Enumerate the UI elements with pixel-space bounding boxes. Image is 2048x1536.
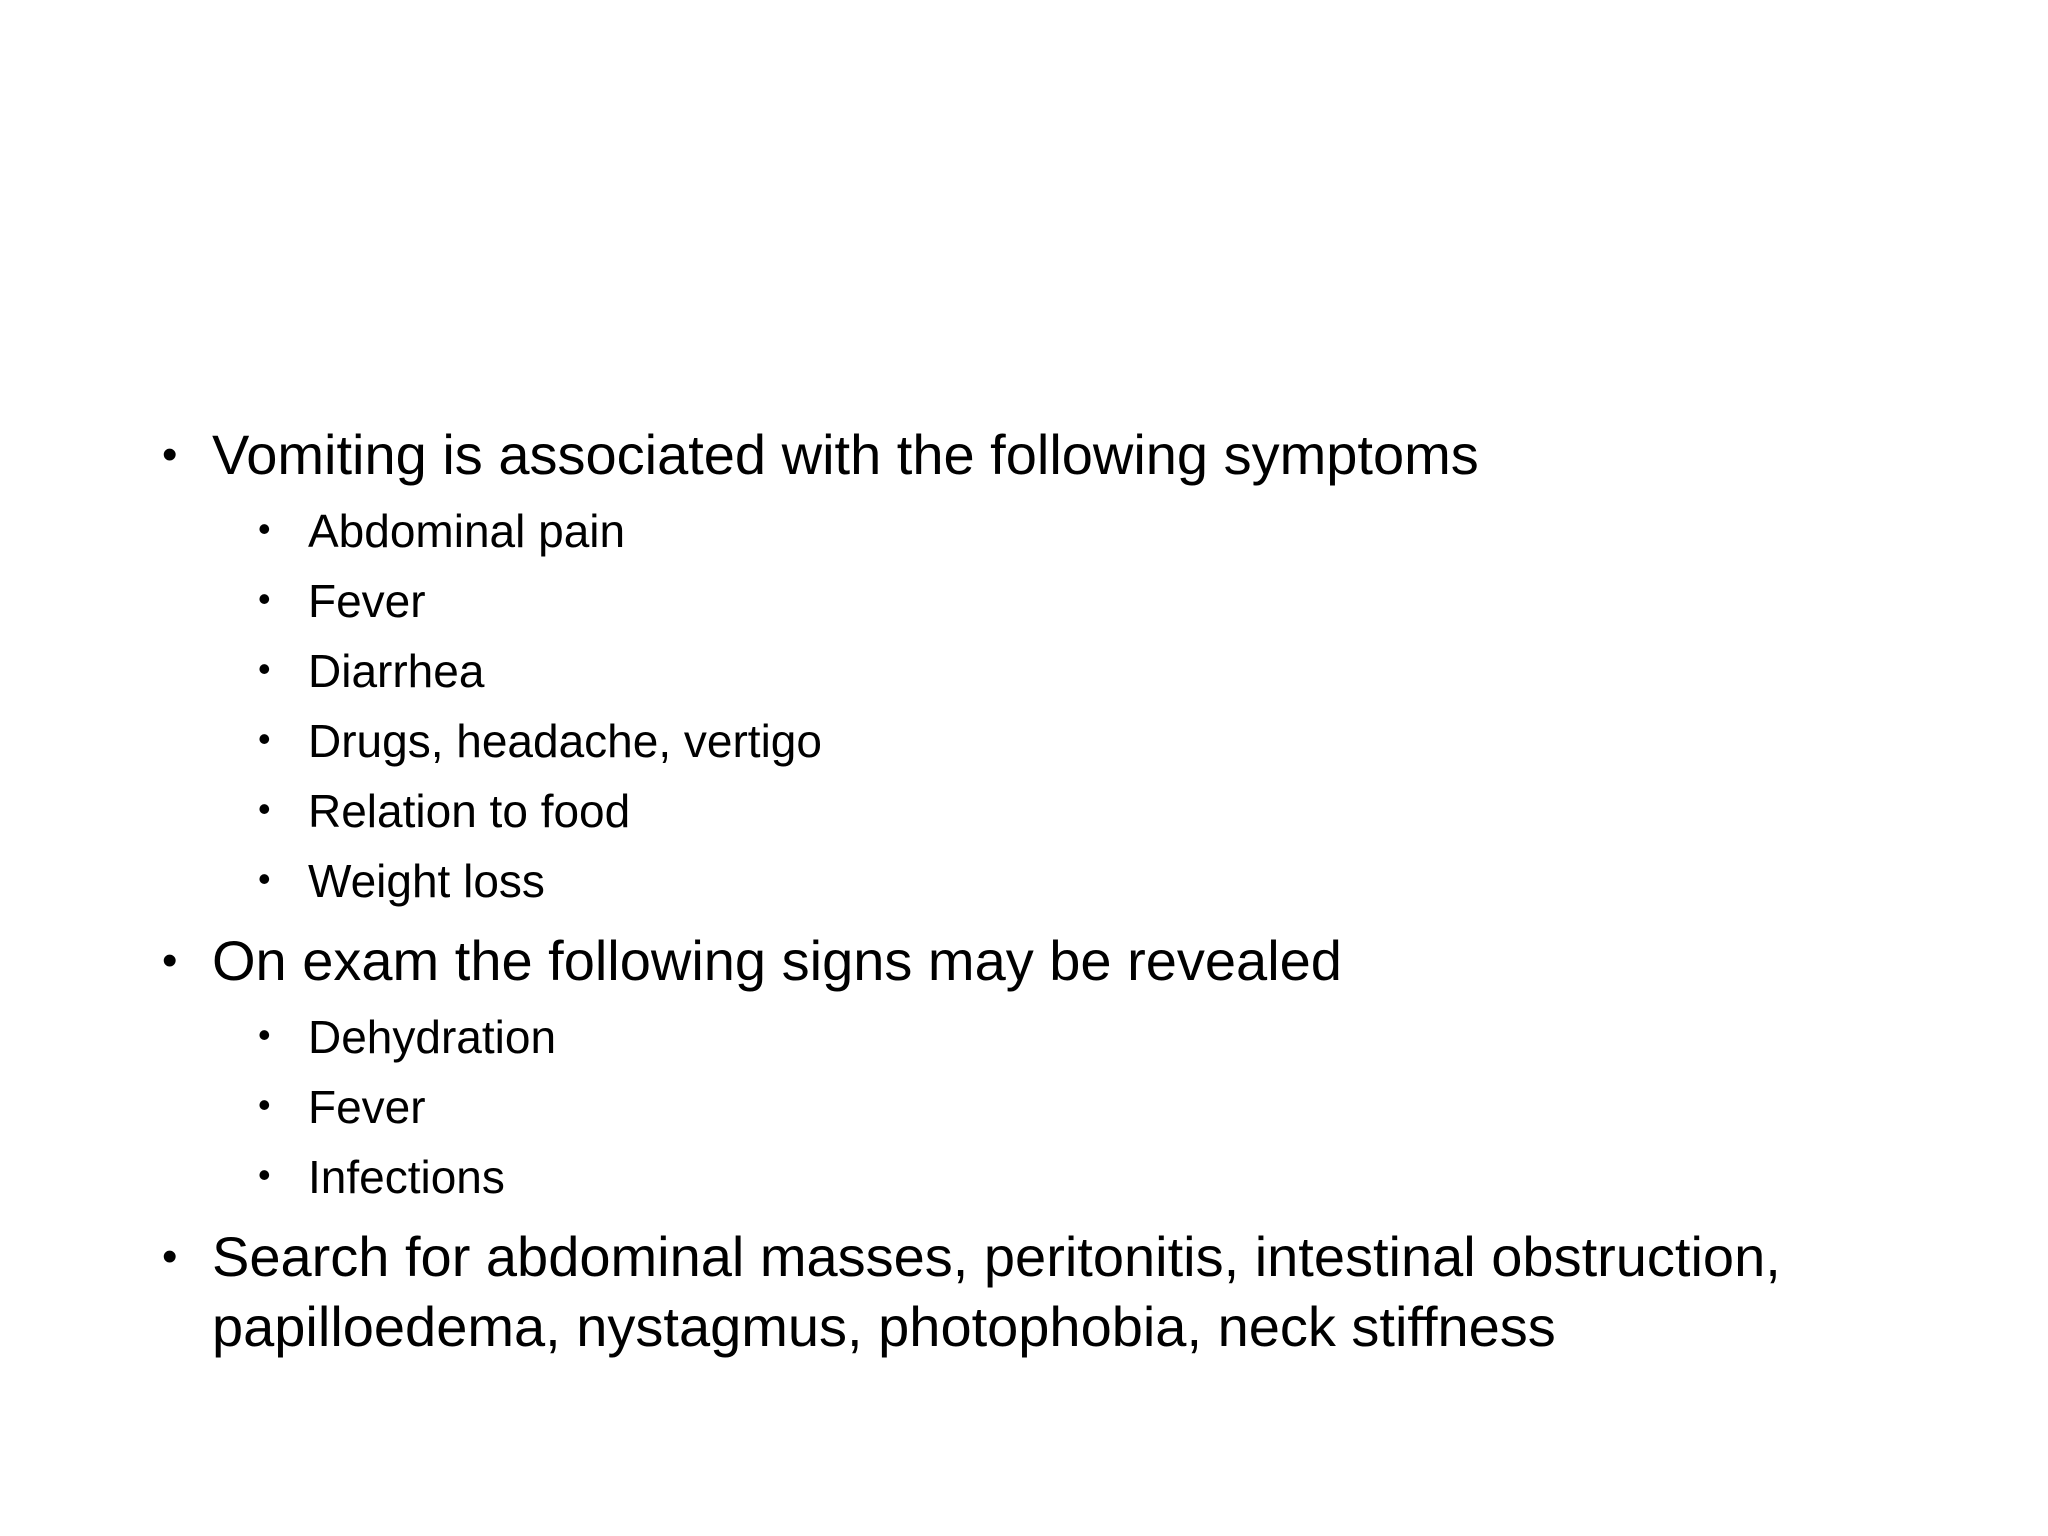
item-text: Fever bbox=[308, 575, 426, 627]
section-exam-signs bbox=[162, 926, 1922, 1212]
bullet-icon: • bbox=[258, 578, 271, 619]
item-text: Weight loss bbox=[308, 855, 545, 907]
bullet-heading bbox=[162, 420, 1922, 490]
list-item bbox=[162, 706, 1922, 776]
bullet-icon: • bbox=[162, 936, 178, 985]
bullet-icon: • bbox=[258, 1084, 271, 1125]
list-item bbox=[162, 636, 1922, 706]
bullet-list bbox=[162, 420, 1922, 1370]
bullet-icon: • bbox=[258, 1154, 271, 1195]
bullet-icon: • bbox=[162, 1232, 178, 1281]
list-item bbox=[162, 1002, 1922, 1072]
bullet-icon: • bbox=[258, 788, 271, 829]
heading-text: Vomiting is associated with the following symptoms bbox=[212, 423, 1479, 486]
list-item bbox=[162, 1142, 1922, 1212]
list-item bbox=[162, 776, 1922, 846]
bullet-icon: • bbox=[258, 648, 271, 689]
item-text: Abdominal pain bbox=[308, 505, 626, 557]
bullet-icon: • bbox=[258, 718, 271, 759]
bullet-heading bbox=[162, 926, 1922, 996]
list-item bbox=[162, 1072, 1922, 1142]
sub-list bbox=[162, 496, 1922, 916]
section-symptoms bbox=[162, 420, 1922, 916]
list-item bbox=[162, 496, 1922, 566]
item-text: Relation to food bbox=[308, 785, 631, 837]
heading-text: On exam the following signs may be revealed bbox=[212, 929, 1342, 992]
list-item bbox=[162, 846, 1922, 916]
item-text: Infections bbox=[308, 1151, 505, 1203]
bullet-icon: • bbox=[162, 430, 178, 479]
bullet-icon: • bbox=[258, 858, 271, 899]
item-text: Dehydration bbox=[308, 1011, 557, 1063]
bullet-heading bbox=[162, 1222, 1922, 1362]
section-search bbox=[162, 1222, 1922, 1362]
item-text: Diarrhea bbox=[308, 645, 485, 697]
item-text: Drugs, headache, vertigo bbox=[308, 715, 822, 767]
heading-text: Search for abdominal masses, peritonitis, intestinal obstruction, papilloedema, nystagmus, photophobia, neck stiffness bbox=[212, 1225, 1781, 1358]
sub-list bbox=[162, 1002, 1922, 1212]
bullet-icon: • bbox=[258, 508, 271, 549]
item-text: Fever bbox=[308, 1081, 426, 1133]
bullet-icon: • bbox=[258, 1014, 271, 1055]
list-item bbox=[162, 566, 1922, 636]
